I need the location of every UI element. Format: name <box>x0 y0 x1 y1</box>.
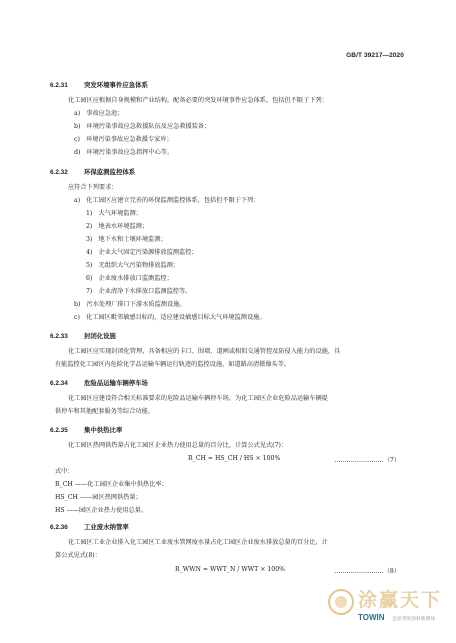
section-number: 6.2.35 <box>50 427 68 434</box>
list-item: b) 环境污染事故应急救援队伍及应急救援装备； <box>74 123 211 130</box>
section-number: 6.2.36 <box>50 524 68 531</box>
section-title: 危险品运输车辆停车场 <box>84 380 148 387</box>
section-number: 6.2.32 <box>50 169 68 176</box>
paragraph-line: 化工园区应建设符合相关标准要求的危险品运输车辆停车场，为化工园区企业危险品运输车辆提 <box>68 395 328 402</box>
section-number: 6.2.33 <box>50 333 68 340</box>
list-item: b) 污水处理厂排口下游水质监测设施。 <box>74 301 186 308</box>
section-heading-6232 <box>50 167 135 176</box>
paragraph: 化工园区热网供热量占化工园区企业热力使用总量的百分比，计算公式见式(7)： <box>68 442 288 449</box>
paragraph-line: 化工园区工业企业排入化工园区工业废水管网废水量占化工园区企业废水排放总量的百分比，计 <box>68 539 328 546</box>
sub-list-item: 5) 无组织大气污染物排放监测； <box>86 262 179 269</box>
where-label: 式中： <box>55 468 74 475</box>
list-item: a) 化工园区应建立完善的环保监测监控体系，包括但不限于下列： <box>74 197 260 204</box>
sub-list-item: 7) 企业清净下水排放口监测监控等。 <box>86 288 192 295</box>
paragraph-line: 算公式见式(8)： <box>55 552 101 559</box>
formula-7: R_CH = HS_CH / HS × 100% <box>188 455 281 462</box>
watermark-brand-cn: 涂赢天下 <box>358 589 443 611</box>
section-number: 6.2.31 <box>50 82 68 89</box>
list-item: a) 事故应急池； <box>74 110 124 117</box>
section-heading-6236 <box>50 522 129 531</box>
list-item: c) 环境污染事故应急救援专家库； <box>74 136 173 143</box>
watermark <box>328 581 448 633</box>
sub-list-item: 4) 企业大气固定污染源排放监测监控； <box>86 249 198 256</box>
section-number: 6.2.34 <box>50 380 68 387</box>
sub-list-item: 3) 地下水和土壤环境监测； <box>86 236 167 243</box>
section-heading-6235 <box>50 425 122 434</box>
watermark-brand-en: TOWIN <box>358 613 385 622</box>
section-title: 环保监测监控体系 <box>84 169 136 176</box>
formula-number: ……………………（7） <box>334 457 400 464</box>
sub-list-item: 6) 企业废水排放口监测监控； <box>86 275 173 282</box>
list-item: c) 化工园区毗邻敏感目标的，适应建设敏感目标大气环境监测设施。 <box>74 314 266 321</box>
paragraph-line: 供停车和其他配套服务等综合功能。 <box>55 408 154 415</box>
watermark-tagline: 会思考的涂料新媒体 <box>392 617 436 622</box>
variable-definition: HS_CH ——园区热网供热量； <box>55 494 142 501</box>
section-heading-6234 <box>50 378 148 387</box>
paragraph: 应符合下列要求： <box>68 184 118 191</box>
formula-number: ……………………（8） <box>334 568 400 575</box>
watermark-logo-icon <box>328 589 354 615</box>
section-title: 突发环境事件应急体系 <box>84 82 148 89</box>
paragraph-line: 化工园区应实现封闭化管理，具备相应的卡口、围墙、道闸或相似交通管控及防侵入能力的设施，具 <box>68 348 341 355</box>
sub-list-item: 1) 大气环境监测； <box>86 210 142 217</box>
section-title: 集中供热比率 <box>84 427 123 434</box>
section-title: 封闭化设施 <box>84 333 116 340</box>
standard-number: GB/T 39217—2020 <box>346 52 404 59</box>
paragraph: 化工园区应根据自身规模和产业结构，配备必要的突发环境事件应急体系，包括但不限于下列： <box>68 97 328 104</box>
paragraph-line: 有能监控化工园区内危险化学品运输车辆运行轨迹的监控设施，如道路高清摄像头等。 <box>55 361 291 368</box>
variable-definition: HS ——园区企业热力使用总量。 <box>55 507 148 514</box>
sub-list-item: 2) 地表水环境监测； <box>86 223 149 230</box>
section-title: 工业废水纳管率 <box>84 524 129 531</box>
section-heading-6233 <box>50 331 116 340</box>
formula-8: R_WWN = WWT_N / WWT × 100% <box>175 566 286 573</box>
section-heading-6231 <box>50 80 148 89</box>
list-item: d) 环境污染事故应急指挥中心等。 <box>74 149 174 156</box>
variable-definition: R_CH ——化工园区企业集中供热比率； <box>55 481 168 488</box>
